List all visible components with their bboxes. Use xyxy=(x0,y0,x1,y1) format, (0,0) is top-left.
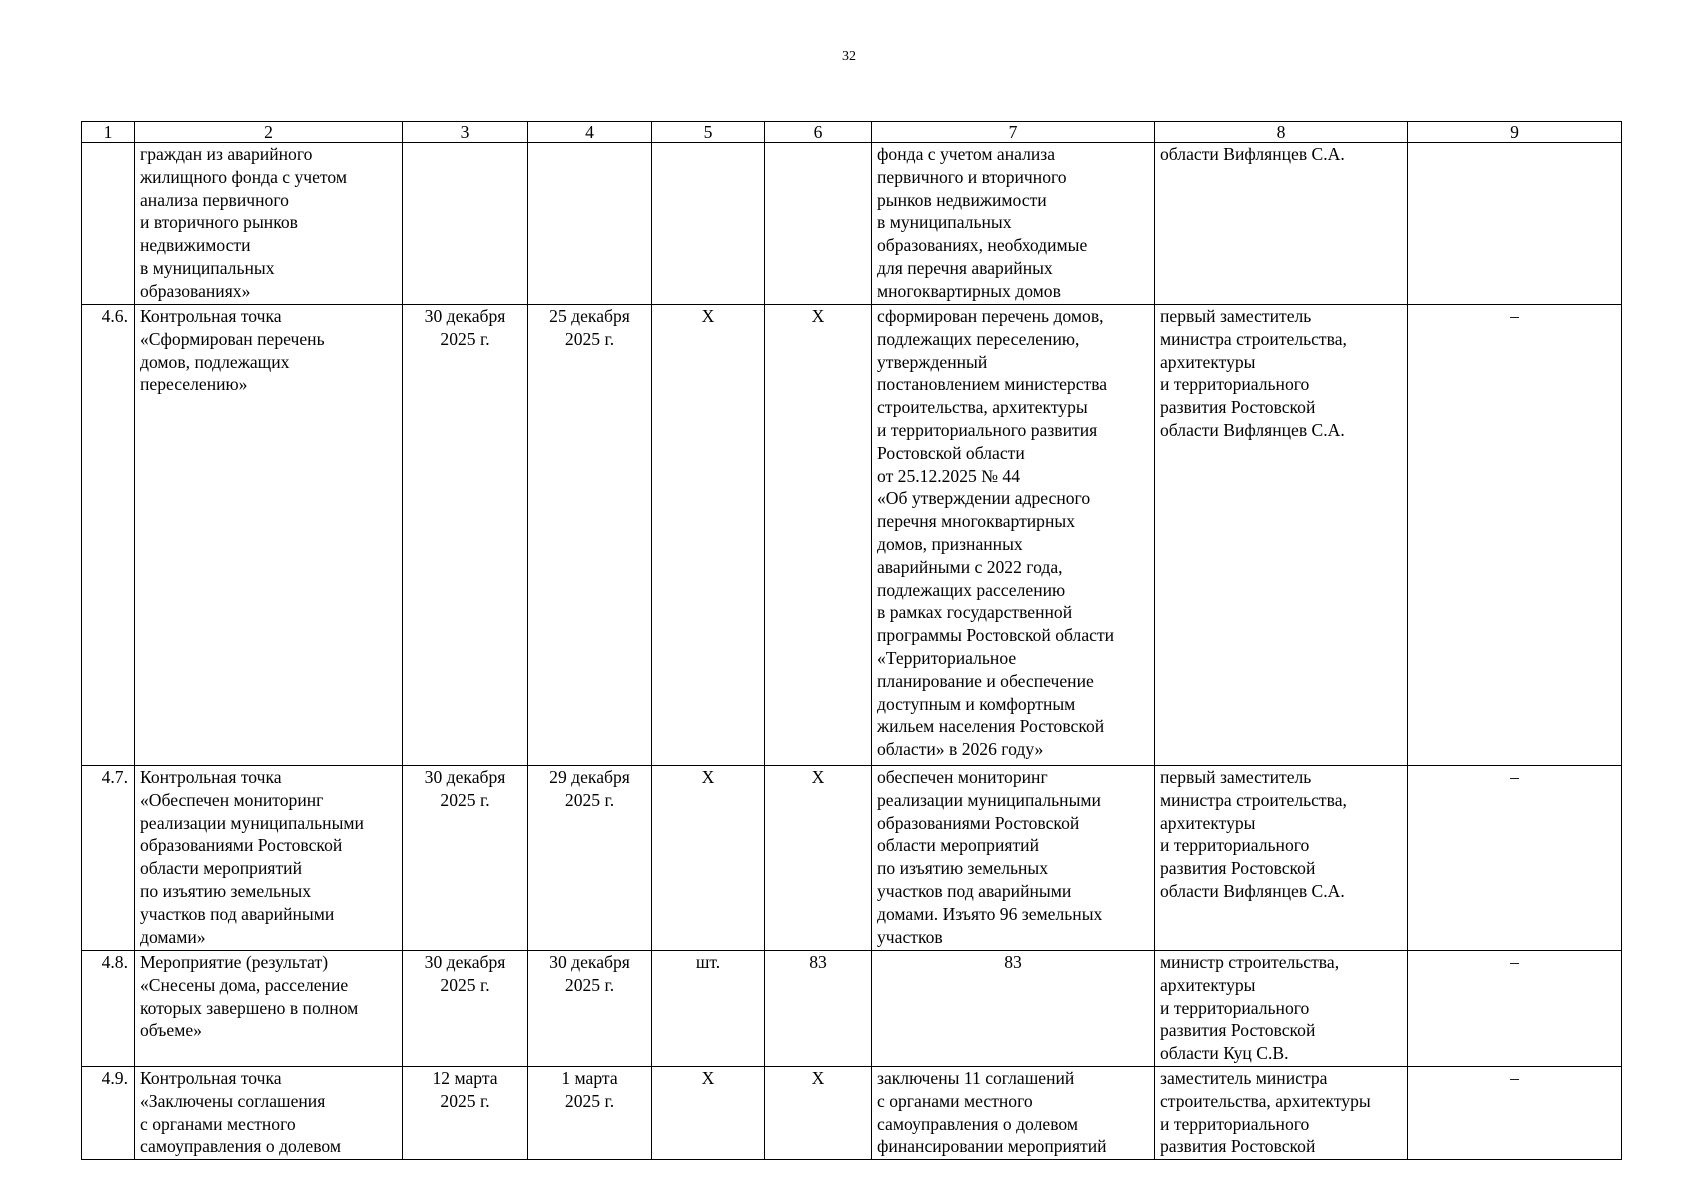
column-header: 3 xyxy=(403,122,528,143)
row-fact-date xyxy=(528,143,652,305)
row-name: Контрольная точка «Обеспечен мониторинг реализации муниципальными образованиями Ростовской области мероприятий по изъятию земельных участков под аварийными домами» xyxy=(135,766,403,951)
column-header: 9 xyxy=(1408,122,1622,143)
row-plan-date: 12 марта 2025 г. xyxy=(403,1067,528,1160)
row-result: фонда с учетом анализа первичного и вторичного рынков недвижимости в муниципальных образованиях, необходимые для перечня аварийных многоквартирных домов xyxy=(872,143,1155,305)
report-table xyxy=(81,121,1622,1160)
row-number xyxy=(82,143,135,305)
row-name: Контрольная точка «Сформирован перечень домов, подлежащих переселению» xyxy=(135,305,403,766)
column-header: 4 xyxy=(528,122,652,143)
row-result: обеспечен мониторинг реализации муниципальными образованиями Ростовской области мероприятий по изъятию земельных участков под аварийными домами. Изъято 96 земельных участков xyxy=(872,766,1155,951)
row-unit xyxy=(652,143,765,305)
row-number: 4.7. xyxy=(82,766,135,951)
page-number: 32 xyxy=(842,49,856,64)
row-note: – xyxy=(1408,305,1622,766)
row-responsible: первый заместитель министра строительства, архитектуры и территориального развития Ростовской области Вифлянцев С.А. xyxy=(1155,305,1408,766)
row-plan-date xyxy=(403,143,528,305)
row-responsible: области Вифлянцев С.А. xyxy=(1155,143,1408,305)
row-plan-value: X xyxy=(765,1067,872,1160)
table-row xyxy=(82,766,1622,951)
table-row xyxy=(82,1067,1622,1160)
row-unit: X xyxy=(652,305,765,766)
row-note: – xyxy=(1408,766,1622,951)
column-header: 1 xyxy=(82,122,135,143)
row-plan-date: 30 декабря 2025 г. xyxy=(403,305,528,766)
column-header: 6 xyxy=(765,122,872,143)
row-note: – xyxy=(1408,951,1622,1067)
row-name: граждан из аварийного жилищного фонда с учетом анализа первичного и вторичного рынков недвижимости в муниципальных образованиях» xyxy=(135,143,403,305)
row-result: сформирован перечень домов, подлежащих переселению, утвержденный постановлением министерства строительства, архитектуры и территориального развития Ростовской области от 25.12.2025 № 44 «Об утверждении адресного перечня многоквартирных домов, признанных аварийными с 2022 года, подлежащих расселению в рамках государственной программы Ростовской области «Территориальное планирование и обеспечение доступным и комфортным жильем населения Ростовской области» в 2026 году» xyxy=(872,305,1155,766)
row-note xyxy=(1408,143,1622,305)
row-responsible: первый заместитель министра строительства, архитектуры и территориального развития Ростовской области Вифлянцев С.А. xyxy=(1155,766,1408,951)
row-number: 4.6. xyxy=(82,305,135,766)
row-unit: X xyxy=(652,766,765,951)
row-fact-date: 30 декабря 2025 г. xyxy=(528,951,652,1067)
row-number: 4.9. xyxy=(82,1067,135,1160)
table-row xyxy=(82,143,1622,305)
row-plan-value: 83 xyxy=(765,951,872,1067)
row-responsible: министр строительства, архитектуры и территориального развития Ростовской области Куц С.В. xyxy=(1155,951,1408,1067)
row-result: 83 xyxy=(872,951,1155,1067)
column-number-row xyxy=(82,122,1622,143)
table-row xyxy=(82,305,1622,766)
row-name: Контрольная точка «Заключены соглашения с органами местного самоуправления о долевом xyxy=(135,1067,403,1160)
row-plan-value xyxy=(765,143,872,305)
row-fact-date: 29 декабря 2025 г. xyxy=(528,766,652,951)
column-header: 2 xyxy=(135,122,403,143)
row-note: – xyxy=(1408,1067,1622,1160)
column-header: 5 xyxy=(652,122,765,143)
row-plan-value: X xyxy=(765,766,872,951)
row-fact-date: 1 марта 2025 г. xyxy=(528,1067,652,1160)
row-name: Мероприятие (результат) «Снесены дома, расселение которых завершено в полном объеме» xyxy=(135,951,403,1067)
row-plan-date: 30 декабря 2025 г. xyxy=(403,951,528,1067)
row-unit: X xyxy=(652,1067,765,1160)
row-unit: шт. xyxy=(652,951,765,1067)
row-result: заключены 11 соглашений с органами местного самоуправления о долевом финансировании мероприятий xyxy=(872,1067,1155,1160)
row-responsible: заместитель министра строительства, архитектуры и территориального развития Ростовской xyxy=(1155,1067,1408,1160)
row-number: 4.8. xyxy=(82,951,135,1067)
row-fact-date: 25 декабря 2025 г. xyxy=(528,305,652,766)
row-plan-date: 30 декабря 2025 г. xyxy=(403,766,528,951)
table-row xyxy=(82,951,1622,1067)
column-header: 8 xyxy=(1155,122,1408,143)
column-header: 7 xyxy=(872,122,1155,143)
row-plan-value: X xyxy=(765,305,872,766)
